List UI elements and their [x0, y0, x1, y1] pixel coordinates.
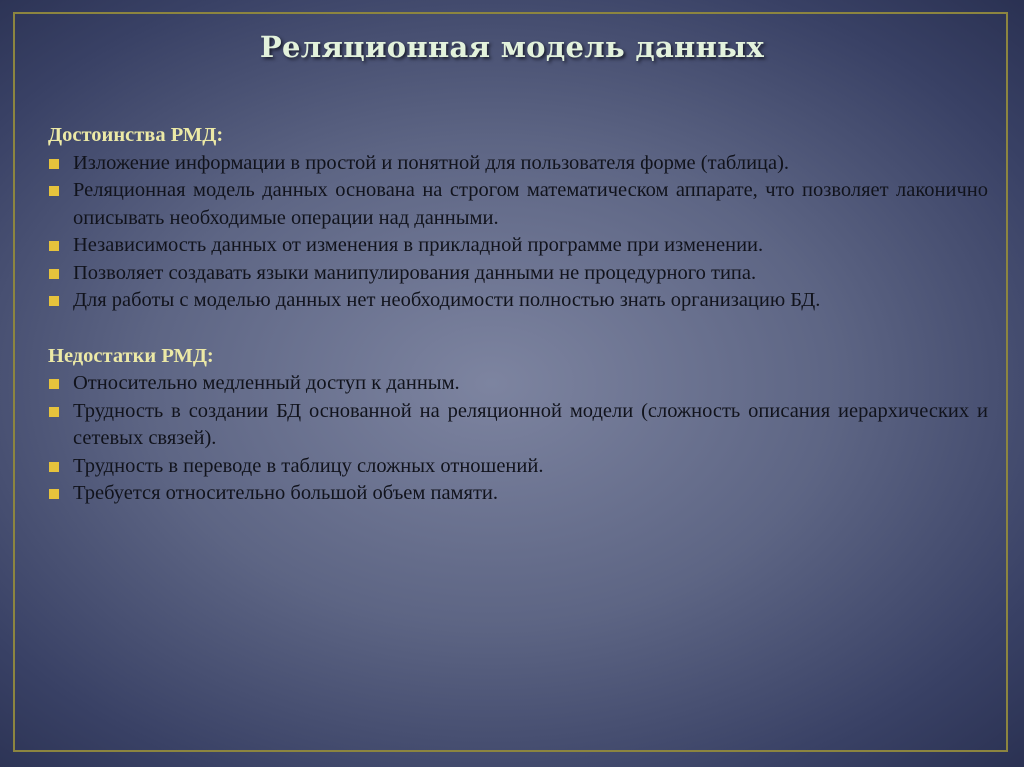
square-bullet-icon — [49, 269, 59, 279]
disadvantage-item — [48, 398, 988, 453]
section-spacer — [48, 315, 988, 343]
disadvantage-item — [48, 370, 988, 398]
advantage-item-text: Реляционная модель данных основана на строгом математическом аппарате, что позволяет лаконично описывать необходимые операции над данными. — [73, 179, 988, 229]
disadvantage-item-text: Трудность в создании БД основанной на реляционной модели (сложность описания иерархических и сетевых связей). — [73, 399, 988, 449]
disadvantages-heading: Недостатки РМД: — [48, 344, 214, 367]
square-bullet-icon — [49, 159, 59, 169]
square-bullet-icon — [49, 241, 59, 251]
advantage-item — [48, 287, 988, 315]
disadvantage-item-text: Трудность в переводе в таблицу сложных отношений. — [73, 454, 544, 477]
advantage-item — [48, 177, 988, 232]
advantage-item-text: Изложение информации в простой и понятной для пользователя форме (таблица). — [73, 151, 790, 174]
square-bullet-icon — [49, 379, 59, 389]
advantage-item-text: Независимость данных от изменения в прикладной программе при изменении. — [73, 234, 764, 256]
square-bullet-icon — [49, 296, 59, 306]
slide-content — [48, 122, 988, 508]
disadvantage-item — [48, 480, 988, 508]
disadvantage-item-text: Относительно медленный доступ к данным. — [73, 372, 460, 394]
disadvantage-item-text: Требуется относительно большой объем памяти. — [73, 482, 499, 504]
advantage-item — [48, 150, 988, 178]
advantages-heading: Достоинства РМД: — [48, 124, 224, 146]
advantage-item-text: Для работы с моделью данных нет необходимости полностью знать организацию БД. — [73, 289, 821, 311]
disadvantage-item — [48, 453, 988, 481]
advantage-item — [48, 232, 988, 260]
advantage-item-text: Позволяет создавать языки манипулирования данными не процедурного типа. — [73, 261, 757, 284]
slide-title: Реляционная модель данных — [259, 30, 765, 64]
square-bullet-icon — [49, 489, 59, 499]
square-bullet-icon — [49, 407, 59, 417]
square-bullet-icon — [49, 186, 59, 196]
disadvantages-list — [48, 370, 988, 508]
advantage-item — [48, 260, 988, 288]
square-bullet-icon — [49, 462, 59, 472]
advantages-list — [48, 150, 988, 315]
